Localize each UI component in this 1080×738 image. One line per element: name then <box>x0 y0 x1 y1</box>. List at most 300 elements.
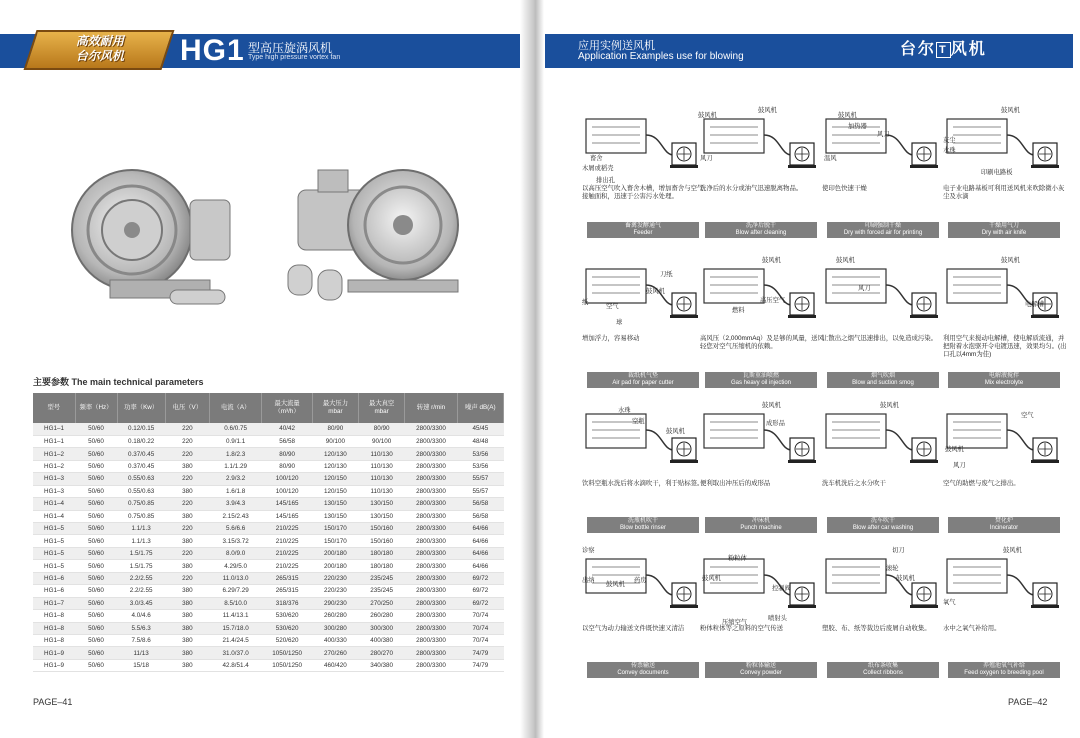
blower-diagram-icon <box>582 545 707 625</box>
table-cell: 2.9/3.2 <box>209 473 262 485</box>
diagram-label: 空气 <box>606 303 619 310</box>
table-cell: HG1–1 <box>33 435 75 447</box>
table-cell: 50/60 <box>75 572 117 584</box>
table-cell: HG1–3 <box>33 473 75 485</box>
table-row <box>33 535 504 547</box>
application-tile <box>943 105 1068 245</box>
table-cell: 50/60 <box>75 498 117 510</box>
table-cell: 70/74 <box>457 634 503 646</box>
table-cell: 69/72 <box>457 585 503 597</box>
table-cell: 80/90 <box>262 460 312 472</box>
application-description: 洗车机洗后之水分吹干 <box>822 480 886 487</box>
table-cell: 380 <box>165 460 209 472</box>
diagram-label: 鼓风机 <box>945 446 964 453</box>
table-cell: HG1–9 <box>33 647 75 659</box>
col-frequency: 频率（Hz） <box>75 393 117 423</box>
application-caption <box>587 662 699 678</box>
table-cell: HG1–3 <box>33 485 75 497</box>
application-caption <box>587 372 699 388</box>
diagram-label: 喷射头 <box>768 615 787 622</box>
diagram-label: 诊察 <box>582 547 595 554</box>
application-description: 粉体粒体等之原料的空气传送 <box>700 625 784 632</box>
table-cell: 380 <box>165 585 209 597</box>
table-cell: 2.2/2.55 <box>117 585 165 597</box>
table-cell: 300/300 <box>359 622 405 634</box>
table-cell: 220/230 <box>312 585 358 597</box>
table-cell: 130/150 <box>312 510 358 522</box>
caption-en: Gas heavy oil injection <box>730 380 792 386</box>
diagram-label: 水珠 <box>943 147 956 154</box>
table-cell: 0.6/0.75 <box>209 423 262 435</box>
diagram-label: 粉粒体 <box>728 555 747 562</box>
table-cell: 80/90 <box>359 423 405 435</box>
table-cell: 0.75/0.85 <box>117 498 165 510</box>
table-cell: HG1–4 <box>33 510 75 522</box>
application-tile <box>943 400 1068 540</box>
application-caption <box>948 372 1060 388</box>
application-caption <box>587 222 699 238</box>
blower-diagram-icon <box>822 400 947 480</box>
application-caption <box>827 662 939 678</box>
table-cell: 0.37/0.45 <box>117 460 165 472</box>
page-number-right: PAGE–42 <box>1008 697 1048 707</box>
table-cell: 64/66 <box>457 523 503 535</box>
table-cell: 130/150 <box>359 510 405 522</box>
table-cell: 2800/3300 <box>405 572 458 584</box>
diagram-label: 排出孔 <box>596 177 615 184</box>
table-cell: 5.5/6.3 <box>117 622 165 634</box>
table-cell: 380 <box>165 485 209 497</box>
table-cell: 210/225 <box>262 560 312 572</box>
caption-cn: 洗车吹干 <box>870 518 895 524</box>
application-description: 让散出之烟气迅速排出，以免造成污染。 <box>822 335 938 342</box>
model-title-en: Type high pressure vortex fan <box>248 54 341 61</box>
table-cell: 200/180 <box>312 560 358 572</box>
table-cell: 210/225 <box>262 523 312 535</box>
table-cell: 340/380 <box>359 659 405 671</box>
table-cell: 150/160 <box>359 535 405 547</box>
table-cell: 64/66 <box>457 535 503 547</box>
col-speed: 转速 r/min <box>405 393 458 423</box>
table-cell: 31.0/37.0 <box>209 647 262 659</box>
table-row <box>33 485 504 497</box>
application-description: 高风压（2,000mmAq）及足够的风量，送风轻您对空气压缩机的依赖。 <box>700 335 824 350</box>
table-cell: 50/60 <box>75 485 117 497</box>
table-cell: 50/60 <box>75 547 117 559</box>
table-row <box>33 597 504 609</box>
table-cell: 0.55/0.63 <box>117 473 165 485</box>
diagram-label: 控制阀 <box>772 585 791 592</box>
caption-en: Blow after car washing <box>852 525 914 531</box>
table-cell: 520/620 <box>262 634 312 646</box>
table-cell: 2800/3300 <box>405 473 458 485</box>
table-cell: 530/620 <box>262 622 312 634</box>
table-row <box>33 523 504 535</box>
table-cell: 21.4/24.5 <box>209 634 262 646</box>
caption-cn: 畜禽发酵通气 <box>624 223 661 229</box>
table-cell: 180/180 <box>359 560 405 572</box>
table-cell: 110/130 <box>359 485 405 497</box>
table-cell: 380 <box>165 610 209 622</box>
table-cell: 220 <box>165 498 209 510</box>
blower-diagram-icon <box>700 545 825 625</box>
blower-photo-front <box>70 140 250 320</box>
application-tile <box>700 105 825 245</box>
application-description: 电子业电路基板可利用送风机来吹除微小灰尘及水滴 <box>943 185 1065 200</box>
table-row <box>33 585 504 597</box>
diagram-label: 鼓风机 <box>606 581 625 588</box>
table-cell: HG1–8 <box>33 610 75 622</box>
table-cell: 380 <box>165 647 209 659</box>
table-cell: 400/380 <box>359 634 405 646</box>
table-cell: 8.5/10.0 <box>209 597 262 609</box>
diagram-label: 压缩空气 <box>722 619 748 626</box>
col-max-flow: 最大流量 （m³/h） <box>262 393 312 423</box>
brand-badge-text <box>40 34 160 64</box>
table-cell: 5.6/6.6 <box>209 523 262 535</box>
caption-cn: 电解液搅拌 <box>988 373 1019 379</box>
model-title: HG1 <box>180 34 245 67</box>
table-cell: 120/150 <box>312 485 358 497</box>
blower-diagram-icon <box>700 105 825 185</box>
diagram-label: 鼓风机 <box>702 575 721 582</box>
col-noise: 噪声 dB(A) <box>457 393 503 423</box>
table-row <box>33 610 504 622</box>
table-cell: 2800/3300 <box>405 634 458 646</box>
table-cell: 110/130 <box>359 460 405 472</box>
table-cell: 4.0/4.6 <box>117 610 165 622</box>
table-cell: 380 <box>165 597 209 609</box>
table-cell: 145/165 <box>262 498 312 510</box>
table-row <box>33 460 504 472</box>
caption-en: Feed oxygen to breeding pool <box>964 670 1044 676</box>
diagram-label: 空瓶 <box>632 418 645 425</box>
table-row <box>33 448 504 460</box>
application-tile <box>582 105 717 245</box>
application-description: 利用空气来搅动电解槽，使电解质流通，并把附着水泡驱开令电镀迅速，效果均匀。(出口孔以4mm为佳) <box>943 335 1067 358</box>
table-cell: 2800/3300 <box>405 523 458 535</box>
application-caption <box>827 222 939 238</box>
application-tile <box>700 545 825 685</box>
diagram-label: 风刀 <box>700 155 713 162</box>
table-cell: 1.8/2.3 <box>209 448 262 460</box>
table-cell: 45/45 <box>457 423 503 435</box>
blower-diagram-icon <box>822 545 947 625</box>
diagram-label: 氧气 <box>943 599 956 606</box>
table-cell: 50/60 <box>75 523 117 535</box>
table-cell: HG1–5 <box>33 560 75 572</box>
table-cell: 2800/3300 <box>405 460 458 472</box>
spec-table-header <box>33 393 504 423</box>
table-cell: 270/250 <box>359 597 405 609</box>
table-cell: 2.15/2.43 <box>209 510 262 522</box>
diagram-label: 鼓风机 <box>836 257 855 264</box>
book-gutter <box>520 0 544 738</box>
caption-en: Air pad for paper cutter <box>612 380 674 386</box>
blower-diagram-icon <box>582 400 707 480</box>
table-cell: 318/376 <box>262 597 312 609</box>
table-cell: 70/74 <box>457 622 503 634</box>
table-cell: 53/56 <box>457 460 503 472</box>
blower-diagram-icon <box>582 105 707 185</box>
diagram-label: 药房 <box>634 577 647 584</box>
table-cell: 380 <box>165 560 209 572</box>
table-cell: 40/42 <box>262 423 312 435</box>
table-cell: 260/280 <box>359 610 405 622</box>
diagram-label: 空气 <box>1021 412 1034 419</box>
table-cell: 70/74 <box>457 610 503 622</box>
diagram-label: 鼓风机 <box>838 112 857 119</box>
application-caption <box>705 517 817 533</box>
table-cell: 90/100 <box>359 435 405 447</box>
table-cell: 150/170 <box>312 523 358 535</box>
caption-en: Convey documents <box>617 670 669 676</box>
table-row <box>33 634 504 646</box>
caption-en: Dry with air knife <box>981 230 1027 236</box>
table-row <box>33 622 504 634</box>
model-title-cn: 型高压旋涡风机 <box>248 41 333 55</box>
table-cell: 80/90 <box>312 423 358 435</box>
application-tile <box>822 255 947 395</box>
table-cell: 74/79 <box>457 647 503 659</box>
caption-cn: 印刷强制干燥 <box>864 223 901 229</box>
table-row <box>33 423 504 435</box>
diagram-label: 刀纸 <box>660 271 673 278</box>
table-cell: 1.5/1.75 <box>117 560 165 572</box>
application-caption <box>705 662 817 678</box>
table-cell: 50/60 <box>75 423 117 435</box>
table-cell: 56/58 <box>262 435 312 447</box>
diagram-label: 温风 <box>824 155 837 162</box>
table-cell: 210/225 <box>262 535 312 547</box>
table-cell: 42.8/51.4 <box>209 659 262 671</box>
caption-en: Blow after cleaning <box>735 230 787 236</box>
table-cell: 400/330 <box>312 634 358 646</box>
table-cell: 2800/3300 <box>405 448 458 460</box>
table-cell: 2800/3300 <box>405 610 458 622</box>
application-description: 洗净后的水分或油气迅速脱离物品。 <box>700 185 803 192</box>
table-cell: 2800/3300 <box>405 498 458 510</box>
col-voltage: 电压（V） <box>165 393 209 423</box>
diagram-label: 鼓风机 <box>698 112 717 119</box>
table-cell: 69/72 <box>457 572 503 584</box>
caption-en: Blow and suction smog <box>852 380 914 386</box>
table-cell: 64/66 <box>457 547 503 559</box>
caption-cn: 冲床机 <box>751 518 770 524</box>
table-cell: 4.29/5.0 <box>209 560 262 572</box>
application-caption <box>587 517 699 533</box>
table-cell: 3.15/3.72 <box>209 535 262 547</box>
application-tile <box>822 545 947 685</box>
table-cell: 110/130 <box>359 448 405 460</box>
col-max-vacuum: 最大真空 mbar <box>359 393 405 423</box>
diagram-label: 印刷电路板 <box>981 169 1013 176</box>
table-cell: 0.18/0.22 <box>117 435 165 447</box>
table-cell: 7.5/8.6 <box>117 634 165 646</box>
table-cell: 3.0/3.45 <box>117 597 165 609</box>
badge-line-2: 台尔风机 <box>75 49 124 63</box>
table-cell: 380 <box>165 535 209 547</box>
table-cell: 50/60 <box>75 510 117 522</box>
diagram-label: 鼓风机 <box>1003 547 1022 554</box>
application-caption <box>827 372 939 388</box>
diagram-label: 木屑或稻壳 <box>582 165 614 172</box>
table-row <box>33 572 504 584</box>
table-cell: 200/180 <box>312 547 358 559</box>
table-cell: 55/57 <box>457 473 503 485</box>
caption-cn: 裁纸机气垫 <box>627 373 658 379</box>
application-description: 饮料空瓶水洗后将水滴吹干，利于贴标签。 <box>582 480 704 487</box>
table-cell: 1.1/1.3 <box>117 535 165 547</box>
diagram-label: 鼓风机 <box>646 288 665 295</box>
table-row <box>33 547 504 559</box>
diagram-label: 加热器 <box>848 123 867 130</box>
table-cell: 1050/1250 <box>262 659 312 671</box>
caption-en: Convey powder <box>740 670 782 676</box>
table-cell: 1.6/1.8 <box>209 485 262 497</box>
table-cell: 110/130 <box>359 473 405 485</box>
table-cell: HG1–4 <box>33 498 75 510</box>
table-cell: 15/18 <box>117 659 165 671</box>
caption-cn: 烟气吹烟 <box>870 373 895 379</box>
table-cell: 56/58 <box>457 510 503 522</box>
table-cell: 2800/3300 <box>405 647 458 659</box>
caption-en: Incinerator <box>989 525 1019 531</box>
spec-table-body <box>33 423 504 672</box>
caption-cn: 养殖池氧气补给 <box>982 663 1025 669</box>
table-cell: HG1–5 <box>33 535 75 547</box>
col-max-pressure: 最大压力 mbar <box>312 393 358 423</box>
caption-cn: 洗净后脱干 <box>745 223 776 229</box>
application-tile <box>943 545 1068 685</box>
table-cell: 80/90 <box>262 448 312 460</box>
applications-title-cn: 应用实例送风机 <box>578 40 655 52</box>
application-tile <box>822 400 947 540</box>
table-cell: 1.1/1.29 <box>209 460 262 472</box>
table-cell: 1050/1250 <box>262 647 312 659</box>
caption-cn: 瓦斯重油喷燃 <box>742 373 779 379</box>
table-cell: HG1–8 <box>33 634 75 646</box>
diagram-label: 鼓风机 <box>762 402 781 409</box>
diagram-label: 畜舍 <box>590 155 603 162</box>
table-cell: 0.75/0.85 <box>117 510 165 522</box>
table-cell: HG1–2 <box>33 460 75 472</box>
col-model: 型号 <box>33 393 75 423</box>
table-cell: 120/130 <box>312 460 358 472</box>
table-row <box>33 560 504 572</box>
diagram-label: 风刀 <box>877 131 890 138</box>
table-cell: 180/180 <box>359 547 405 559</box>
caption-en: Mix electrolyte <box>984 380 1024 386</box>
table-cell: 50/60 <box>75 659 117 671</box>
table-cell: 50/60 <box>75 585 117 597</box>
application-caption <box>948 662 1060 678</box>
table-cell: 150/160 <box>359 523 405 535</box>
diagram-label: 出纳 <box>582 577 595 584</box>
table-cell: HG1–6 <box>33 585 75 597</box>
diagram-label: 水珠 <box>618 407 631 414</box>
application-tile <box>700 400 825 540</box>
table-cell: 11.4/13.1 <box>209 610 262 622</box>
caption-cn: 洗瓶机吹干 <box>627 518 658 524</box>
table-cell: 3.9/4.3 <box>209 498 262 510</box>
caption-en: Dry with forced air for printing <box>843 230 923 236</box>
brand-logo: 台尔 T 风机 <box>900 41 987 58</box>
table-cell: 100/120 <box>262 473 312 485</box>
application-tile <box>943 255 1068 395</box>
table-cell: 50/60 <box>75 448 117 460</box>
diagram-label: 成形品 <box>766 420 785 427</box>
diagram-label: 切刀 <box>892 547 905 554</box>
diagram-label: 鼓风机 <box>896 575 915 582</box>
application-tile <box>700 255 825 395</box>
table-cell: 235/245 <box>359 572 405 584</box>
table-cell: 220 <box>165 423 209 435</box>
table-cell: 145/165 <box>262 510 312 522</box>
table-row <box>33 435 504 447</box>
caption-cn: 粉粒体输送 <box>745 663 776 669</box>
table-cell: HG1–5 <box>33 523 75 535</box>
table-cell: 64/66 <box>457 560 503 572</box>
table-cell: 2800/3300 <box>405 423 458 435</box>
table-cell: 220/230 <box>312 572 358 584</box>
table-cell: 2800/3300 <box>405 547 458 559</box>
table-cell: 220 <box>165 523 209 535</box>
application-tile <box>822 105 947 245</box>
table-cell: 50/60 <box>75 560 117 572</box>
application-description: 增加浮力，容易移动 <box>582 335 640 342</box>
table-cell: 2800/3300 <box>405 659 458 671</box>
table-cell: 50/60 <box>75 610 117 622</box>
table-cell: 50/60 <box>75 473 117 485</box>
diagram-label: 燃料 <box>732 307 745 314</box>
table-cell: HG1–8 <box>33 622 75 634</box>
table-cell: 50/60 <box>75 535 117 547</box>
diagram-label: 电解槽 <box>1025 301 1044 308</box>
table-cell: 380 <box>165 634 209 646</box>
badge-line-1: 高效耐用 <box>75 34 124 48</box>
table-cell: 50/60 <box>75 622 117 634</box>
table-cell: 460/420 <box>312 659 358 671</box>
table-cell: 2800/3300 <box>405 510 458 522</box>
table-cell: 90/100 <box>312 435 358 447</box>
table-cell: 50/60 <box>75 460 117 472</box>
application-description: 以空气为动力输送文件既快速又清洁 <box>582 625 685 632</box>
diagram-label: 鼓风机 <box>758 107 777 114</box>
table-cell: 50/60 <box>75 597 117 609</box>
blower-diagram-icon <box>943 255 1068 335</box>
table-cell: 220 <box>165 448 209 460</box>
application-caption <box>705 372 817 388</box>
application-description: 塑胶、布、纸等裁边后废屑自动收集。 <box>822 625 931 632</box>
table-cell: 8.0/9.0 <box>209 547 262 559</box>
table-cell: 100/120 <box>262 485 312 497</box>
application-tile <box>582 545 707 685</box>
diagram-label: 风刀 <box>858 285 871 292</box>
table-cell: 2800/3300 <box>405 435 458 447</box>
diagram-label: 风刀 <box>953 462 966 469</box>
col-power: 功率（Kw） <box>117 393 165 423</box>
table-row <box>33 510 504 522</box>
spec-table <box>33 393 504 672</box>
blower-diagram-icon <box>582 255 707 335</box>
table-cell: 220 <box>165 435 209 447</box>
table-cell: 2800/3300 <box>405 560 458 572</box>
application-caption <box>705 222 817 238</box>
table-row <box>33 498 504 510</box>
diagram-label: 鼓风机 <box>880 402 899 409</box>
diagram-label: 球 <box>616 319 623 326</box>
